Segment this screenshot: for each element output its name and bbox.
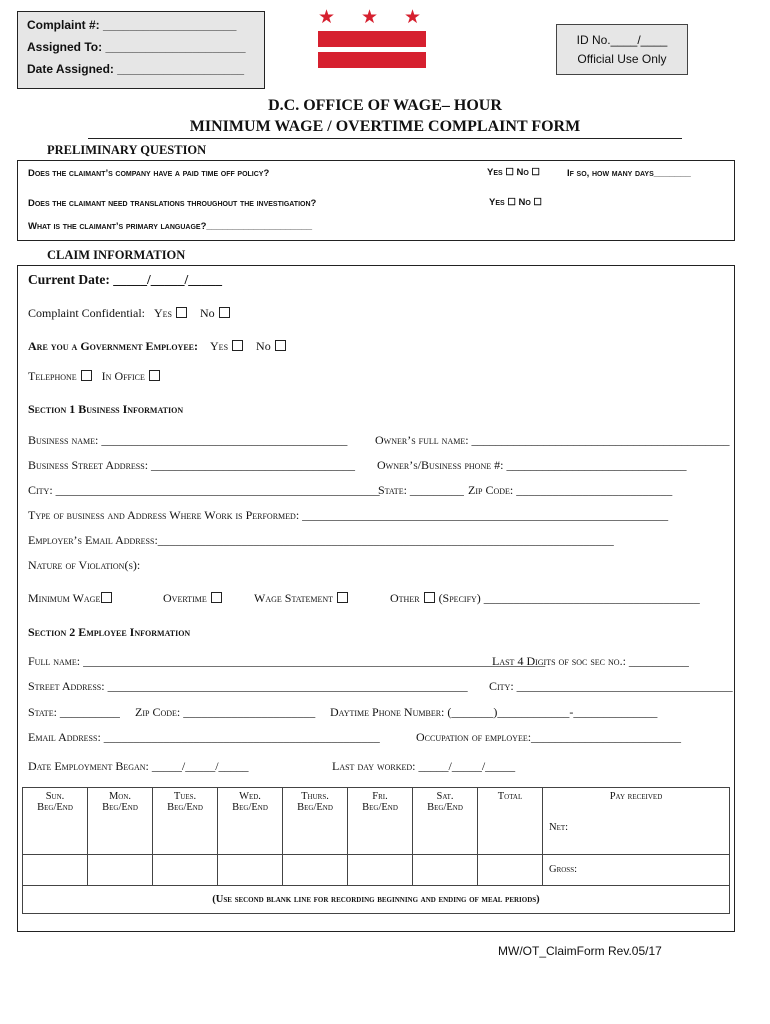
sat-header: Sat. Beg/End bbox=[413, 788, 478, 855]
pto-days-field[interactable]: If so, how many days_______ bbox=[567, 168, 691, 179]
tue-cell[interactable] bbox=[153, 855, 218, 885]
thu-header: Thurs. Beg/End bbox=[283, 788, 348, 855]
employer-email-field[interactable]: Employer’s Email Address:____________________________________________________________________________ bbox=[28, 533, 614, 547]
min-wage-option bbox=[28, 591, 113, 606]
flag-bar bbox=[318, 52, 426, 68]
official-use-box bbox=[556, 24, 688, 75]
telephone-checkbox[interactable] bbox=[81, 370, 92, 381]
flag-star-icon: ★ bbox=[404, 7, 422, 28]
gov-yes-label: Yes bbox=[210, 339, 229, 353]
sun-cell[interactable] bbox=[23, 855, 88, 885]
wage-statement-option bbox=[254, 591, 349, 606]
employee-street-field[interactable]: Street Address: ____________________________________________________________ bbox=[28, 679, 468, 693]
other-checkbox[interactable] bbox=[424, 592, 435, 603]
ssn-last4-field[interactable]: Last 4 Digits of soc sec no.: __________ bbox=[492, 654, 689, 668]
tue-header: Tues. Beg/End bbox=[153, 788, 218, 855]
translation-question: Does the claimant need translations throughout the investigation? bbox=[28, 198, 317, 209]
type-business-field[interactable]: Type of business and Address Where Work is Performed: _____________________________________________________________ bbox=[28, 508, 669, 522]
in-office-checkbox[interactable] bbox=[149, 370, 160, 381]
net-field[interactable]: Net: bbox=[549, 822, 569, 833]
business-zip-field[interactable]: Zip Code: __________________________ bbox=[468, 483, 673, 497]
page-title: D.C. OFFICE OF WAGE– HOUR bbox=[268, 97, 502, 114]
pto-question: Does the claimant’s company have a paid time off policy? bbox=[28, 168, 270, 179]
fri-header: Fri. Beg/End bbox=[348, 788, 413, 855]
current-date-field[interactable]: Current Date: _____/_____/_____ bbox=[28, 272, 222, 287]
hours-table bbox=[22, 787, 730, 914]
pay-received-cell bbox=[543, 788, 730, 855]
total-header: Total bbox=[478, 788, 543, 855]
section1-heading: Section 1 Business Information bbox=[28, 402, 184, 416]
in-office-label: In Office bbox=[101, 369, 145, 383]
pay-received-label: Pay received bbox=[609, 791, 663, 802]
confidential-no-checkbox[interactable] bbox=[219, 307, 230, 318]
confidential-label: Complaint Confidential: bbox=[28, 306, 145, 320]
total-cell[interactable] bbox=[478, 855, 543, 885]
employee-state-field[interactable]: State: __________ bbox=[28, 705, 120, 719]
title-rule bbox=[88, 138, 682, 139]
other-option bbox=[390, 591, 720, 606]
flag-star-icon: ★ bbox=[361, 7, 379, 28]
page-subtitle: MINIMUM WAGE / OVERTIME COMPLAINT FORM bbox=[189, 118, 581, 135]
sat-cell[interactable] bbox=[413, 855, 478, 885]
overtime-checkbox[interactable] bbox=[211, 592, 222, 603]
date-began-field[interactable]: Date Employment Began: _____/_____/_____ bbox=[28, 759, 249, 773]
employee-zip-field[interactable]: Zip Code: ______________________ bbox=[135, 705, 316, 719]
business-city-field[interactable]: City: ______________________________________________________ bbox=[28, 483, 380, 497]
complaint-number-field[interactable]: Complaint #: ____________________ bbox=[27, 18, 237, 32]
last-day-field[interactable]: Last day worked: _____/_____/_____ bbox=[332, 759, 516, 773]
claim-heading: CLAIM INFORMATION bbox=[47, 248, 186, 262]
gov-no-checkbox[interactable] bbox=[275, 340, 286, 351]
wage-statement-label: Wage Statement bbox=[254, 591, 334, 605]
gov-no-label: No bbox=[256, 339, 271, 353]
confidential-no-label: No bbox=[200, 306, 215, 320]
nature-violation-label: Nature of Violation(s): bbox=[28, 558, 141, 572]
confidential-row bbox=[28, 306, 231, 321]
min-wage-checkbox[interactable] bbox=[101, 592, 112, 603]
telephone-label: Telephone bbox=[28, 369, 77, 383]
confidential-yes-label: Yes bbox=[154, 306, 173, 320]
owner-phone-field[interactable]: Owner’s/Business phone #: ______________________________ bbox=[377, 458, 687, 472]
meal-period-note: (Use second blank line for recording beginning and ending of meal periods) bbox=[23, 885, 730, 913]
thu-cell[interactable] bbox=[283, 855, 348, 885]
employee-name-field[interactable]: Full name: _____________________________________________________________________________ bbox=[28, 654, 546, 668]
employee-email-field[interactable]: Email Address: ______________________________________________ bbox=[28, 730, 380, 744]
business-name-field[interactable]: Business name: _________________________________________ bbox=[28, 433, 348, 447]
business-address-field[interactable]: Business Street Address: __________________________________ bbox=[28, 458, 356, 472]
overtime-label: Overtime bbox=[163, 591, 207, 605]
section2-heading: Section 2 Employee Information bbox=[28, 625, 191, 639]
mon-cell[interactable] bbox=[88, 855, 153, 885]
overtime-option bbox=[163, 591, 223, 606]
occupation-field[interactable]: Occupation of employee:_________________________ bbox=[416, 730, 682, 744]
daytime-phone-field[interactable]: Daytime Phone Number: (_______)____________-______________ bbox=[330, 705, 658, 719]
min-wage-label: Minimum Wage bbox=[28, 591, 101, 605]
id-number-field[interactable]: ID No.____/____ bbox=[576, 33, 668, 47]
sun-header: Sun. Beg/End bbox=[23, 788, 88, 855]
gov-yes-checkbox[interactable] bbox=[232, 340, 243, 351]
business-state-field[interactable]: State: _________ bbox=[378, 483, 464, 497]
translation-yes-no[interactable]: Yes ☐ No ☐ bbox=[489, 197, 542, 208]
language-field[interactable]: What is the claimant’s primary language?____________________ bbox=[28, 221, 313, 232]
mon-header: Mon. Beg/End bbox=[88, 788, 153, 855]
fri-cell[interactable] bbox=[348, 855, 413, 885]
prelim-heading: PRELIMINARY QUESTION bbox=[47, 143, 207, 157]
wed-header: Wed. Beg/End bbox=[218, 788, 283, 855]
owner-name-field[interactable]: Owner’s full name: ___________________________________________ bbox=[375, 433, 730, 447]
confidential-yes-checkbox[interactable] bbox=[176, 307, 187, 318]
other-label: Other bbox=[390, 591, 420, 605]
complaint-info-box bbox=[17, 11, 265, 89]
pto-yes-no[interactable]: Yes ☐ No ☐ bbox=[487, 167, 540, 178]
official-use-label: Official Use Only bbox=[577, 52, 667, 66]
contact-method-row bbox=[28, 369, 161, 384]
flag-star-icon: ★ bbox=[318, 7, 336, 28]
employee-city-field[interactable]: City: ____________________________________ bbox=[489, 679, 733, 693]
wed-cell[interactable] bbox=[218, 855, 283, 885]
gov-employee-label: Are you a Government Employee: bbox=[28, 339, 199, 353]
form-revision-footer: MW/OT_ClaimForm Rev.05/17 bbox=[498, 944, 662, 958]
wage-statement-checkbox[interactable] bbox=[337, 592, 348, 603]
gross-field[interactable]: Gross: bbox=[543, 855, 730, 885]
date-assigned-field[interactable]: Date Assigned: ___________________ bbox=[27, 62, 245, 76]
flag-bar bbox=[318, 31, 426, 47]
assigned-to-field[interactable]: Assigned To: _____________________ bbox=[27, 40, 246, 54]
specify-field[interactable]: (Specify) ____________________________________ bbox=[438, 591, 700, 605]
gov-employee-row bbox=[28, 339, 287, 354]
